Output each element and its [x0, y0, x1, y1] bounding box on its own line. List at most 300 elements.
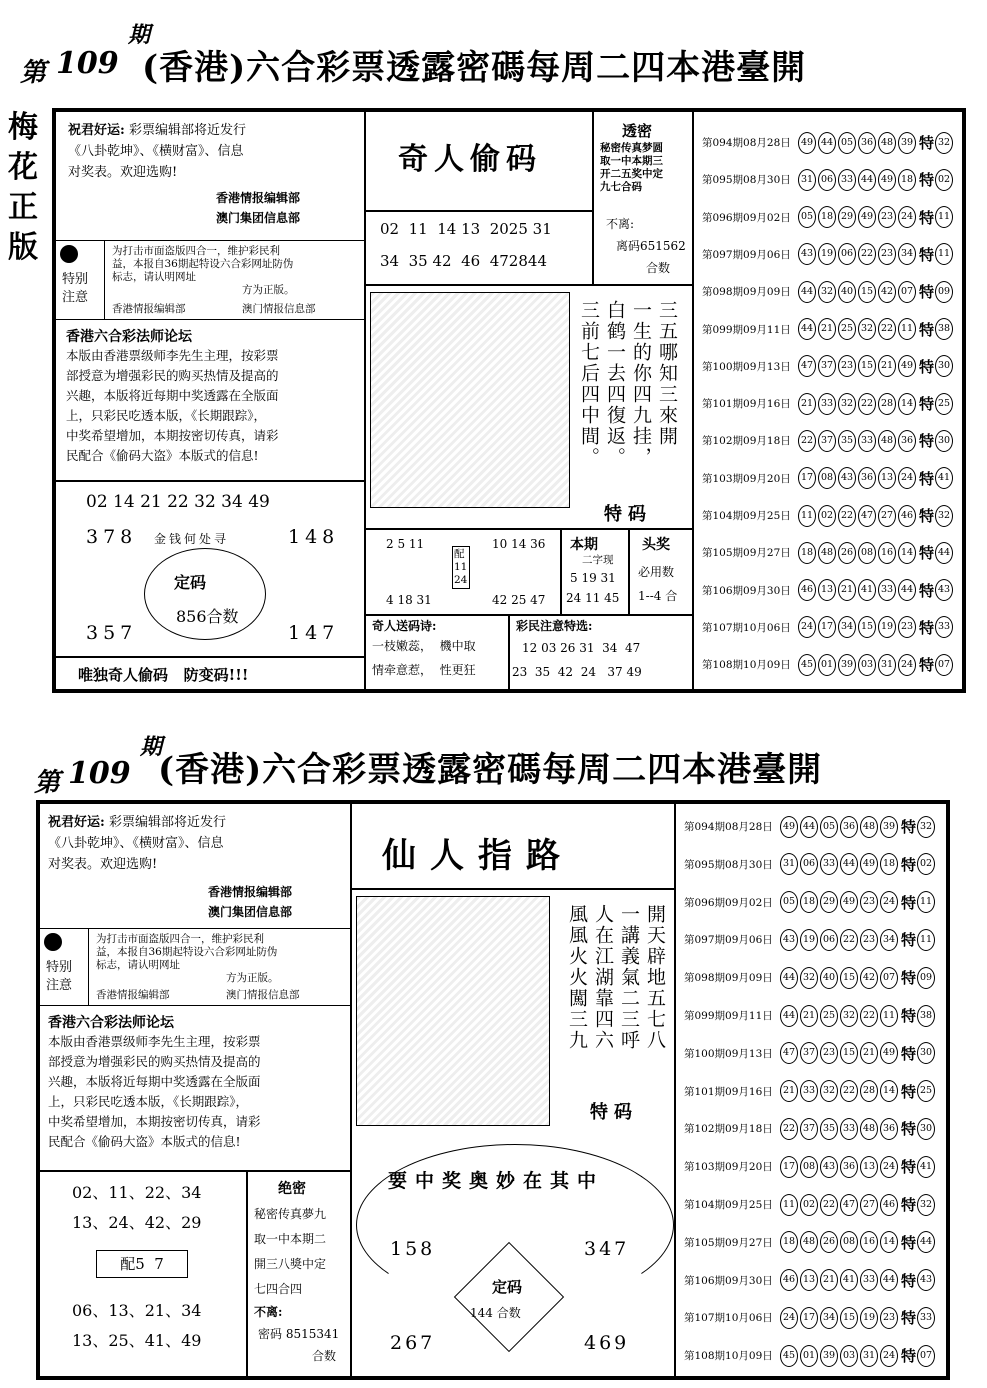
- history-ball: 24: [880, 1156, 898, 1178]
- history-ball: 27: [860, 1194, 878, 1216]
- history-row-label: 第103期09月20日: [702, 472, 791, 485]
- history-row-label: 第098期09月09日: [702, 286, 791, 299]
- history-ball: 45: [798, 654, 816, 676]
- ring-bottom-right: 147: [288, 622, 340, 644]
- history-ball: 02: [800, 1194, 818, 1216]
- secret-line-2: 取一中本期三: [600, 155, 663, 167]
- history-te-label: 特: [919, 544, 935, 563]
- history-ball: 40: [820, 967, 838, 989]
- secret-code: 离码651562: [616, 239, 686, 253]
- pei-middle: 配11 24: [452, 546, 470, 589]
- history-ball: 01: [800, 1345, 818, 1367]
- history-ball: 44: [798, 318, 816, 340]
- history-te-ball: 25: [917, 1080, 935, 1102]
- ring-bottom-left: 357: [86, 622, 138, 644]
- poem-col-1: 三五哪知三來開: [656, 300, 678, 447]
- secret-line-1: 秘密传真梦圆: [600, 142, 663, 154]
- history-ball: 33: [840, 1118, 858, 1140]
- history-ball: 22: [840, 929, 858, 951]
- history-ball: 02: [818, 505, 836, 527]
- history-ball: 16: [878, 542, 896, 564]
- history-ball: 32: [838, 393, 856, 415]
- history-ball: 22: [860, 1005, 878, 1027]
- history-ball: 45: [780, 1345, 798, 1367]
- history-te-ball: 07: [917, 1345, 935, 1367]
- history-te-ball: 38: [917, 1005, 935, 1027]
- center-title-bottom: 仙人指路: [382, 836, 574, 876]
- history-ball: 46: [898, 505, 916, 527]
- notice-block-bottom: [40, 928, 352, 1006]
- history-ball: 21: [860, 1042, 878, 1064]
- history-ball: 22: [878, 318, 896, 340]
- forum-heading-bottom: 香港六合彩法师论坛: [48, 1015, 174, 1031]
- history-ball: 17: [798, 467, 816, 489]
- history-te-label: 特: [901, 893, 917, 912]
- history-ball: 25: [820, 1005, 838, 1027]
- history-row: [700, 205, 955, 230]
- history-ball: 44: [840, 853, 858, 875]
- history-row-label: 第102期09月18日: [702, 435, 791, 448]
- poem-tema-bottom: 特码: [590, 1102, 638, 1123]
- forum-line-6-bottom: 民配合《偷码大盗》本版式的信息!: [48, 1134, 241, 1149]
- history-row: [682, 1041, 937, 1066]
- history-ball: 22: [798, 430, 816, 452]
- history-ball: 11: [880, 1005, 898, 1027]
- history-ball: 32: [858, 318, 876, 340]
- intro-block: [68, 120, 358, 183]
- history-ball: 39: [838, 654, 856, 676]
- intro-line-3-bottom: 对奖表。欢迎选购!: [48, 857, 158, 872]
- notice-block: [56, 240, 366, 320]
- history-ball: 48: [800, 1231, 818, 1253]
- history-te-ball: 25: [935, 393, 953, 415]
- history-row: [682, 890, 937, 915]
- illustration-riders: [356, 896, 550, 1126]
- notice-sign-2-bottom: 澳门情报信息部: [226, 989, 300, 1001]
- history-te-label: 特: [919, 581, 935, 600]
- history-ball: 17: [780, 1156, 798, 1178]
- secret-heshu: 合数: [646, 261, 671, 275]
- history-te-label: 特: [901, 1120, 917, 1139]
- poem-col-2: 一生的你四九挂，: [630, 300, 652, 468]
- history-ball: 14: [880, 1080, 898, 1102]
- bottom-panel: [36, 800, 950, 1380]
- issue-number-bottom: 109: [68, 756, 131, 791]
- history-ball: 47: [780, 1042, 798, 1064]
- history-row: [682, 814, 937, 839]
- history-ball: 33: [878, 579, 896, 601]
- history-te-ball: 41: [917, 1156, 935, 1178]
- history-row-label: 第104期09月25日: [702, 510, 791, 522]
- history-row-label: 第105期09月27日: [684, 1236, 773, 1249]
- history-ball: 43: [838, 467, 856, 489]
- intro-sign-2-bottom: 澳门集团信息部: [208, 905, 293, 919]
- history-ball: 34: [880, 929, 898, 951]
- history-ball: 23: [878, 243, 896, 265]
- history-te-ball: 38: [935, 318, 953, 340]
- history-ball: 37: [800, 1118, 818, 1140]
- history-row-label: 第099期09月11日: [684, 1010, 773, 1022]
- arc-text: 要中奖奥妙在其中: [388, 1170, 605, 1192]
- history-te-label: 特: [901, 818, 917, 836]
- forum-line-2-bottom: 部授意为增强彩民的购买热情及提高的: [48, 1054, 261, 1069]
- history-ball: 39: [880, 816, 898, 838]
- notice-line-2-bottom: 益，本报自36期起特设六合彩网址防伪: [96, 946, 278, 958]
- diamond-bottom-right: 469: [584, 1332, 630, 1354]
- slogan: 唯独奇人偷码 防变码!!!: [78, 666, 249, 684]
- left-nums-1: 02、11、22、34: [72, 1183, 202, 1202]
- history-te-ball: 30: [935, 430, 953, 452]
- history-ball: 36: [840, 816, 858, 838]
- history-ball: 19: [860, 1307, 878, 1329]
- intro-line-1-bottom: 彩票编辑部将近发行: [108, 815, 226, 830]
- history-ball: 24: [898, 206, 916, 228]
- issue-suffix: 期: [128, 22, 151, 48]
- history-ball: 15: [840, 1307, 858, 1329]
- history-row: [700, 317, 955, 342]
- poem2-line-1: 一枝嫩蕊， 機中取: [372, 639, 476, 653]
- history-te-label: 特: [919, 283, 935, 302]
- history-ball: 33: [838, 169, 856, 191]
- history-ball: 32: [840, 1005, 858, 1027]
- history-row: [682, 1305, 937, 1330]
- history-ball: 44: [800, 816, 818, 838]
- history-ball: 44: [798, 281, 816, 303]
- history-ball: 08: [858, 542, 876, 564]
- history-table-bottom: [682, 806, 946, 1376]
- center-title: 奇人偷码: [398, 142, 542, 177]
- history-te-ball: 32: [935, 505, 953, 527]
- history-ball: 37: [818, 430, 836, 452]
- history-ball: 11: [798, 505, 816, 527]
- history-te-label: 特: [901, 931, 917, 950]
- history-ball: 48: [878, 132, 896, 154]
- history-te-label: 特: [919, 208, 935, 227]
- diamond-bottom-left: 267: [390, 1332, 436, 1354]
- history-ball: 05: [798, 206, 816, 228]
- history-ball: 43: [820, 1156, 838, 1178]
- history-ball: 24: [898, 654, 916, 676]
- history-ball: 13: [800, 1269, 818, 1291]
- history-te-label: 特: [919, 507, 935, 525]
- history-te-label: 特: [919, 171, 935, 190]
- secret-buli: 不离:: [606, 217, 635, 231]
- forum-heading: 香港六合彩法师论坛: [66, 329, 192, 345]
- history-te-ball: 41: [935, 467, 953, 489]
- history-ball: 18: [780, 1231, 798, 1253]
- history-ball: 48: [878, 430, 896, 452]
- history-ball: 49: [880, 1042, 898, 1064]
- history-row: [700, 652, 955, 677]
- history-ball: 31: [878, 654, 896, 676]
- history-row-label: 第103期09月20日: [684, 1161, 773, 1174]
- history-row: [700, 615, 955, 640]
- history-row-label: 第098期09月09日: [684, 972, 773, 985]
- ring-center-value: 856合数: [176, 607, 239, 626]
- forum-line-5-bottom: 中奖希望增加，本期按密切传真，请彩: [48, 1114, 261, 1129]
- history-ball: 21: [820, 1269, 838, 1291]
- history-ball: 26: [820, 1231, 838, 1253]
- history-ball: 49: [798, 132, 816, 154]
- history-ball: 22: [838, 505, 856, 527]
- history-te-label: 特: [901, 1082, 917, 1101]
- history-ball: 19: [800, 929, 818, 951]
- history-row: [682, 1116, 937, 1141]
- intro-sign-1: 香港情报编辑部: [216, 191, 301, 205]
- secret-heshu-bottom: 合数: [312, 1349, 337, 1363]
- history-ball: 49: [840, 891, 858, 913]
- history-te-ball: 09: [917, 967, 935, 989]
- history-te-ball: 32: [935, 132, 953, 154]
- top-panel: [52, 108, 966, 693]
- secret-title-bottom: 绝密: [278, 1181, 306, 1197]
- poem2-line-2: 情牵意惹， 性更狂: [372, 663, 476, 677]
- benqi-title: 本期: [570, 537, 598, 553]
- poem-tema: 特码: [604, 504, 652, 525]
- history-ball: 28: [860, 1080, 878, 1102]
- history-ball: 32: [820, 1080, 838, 1102]
- history-ball: 46: [798, 579, 816, 601]
- history-ball: 11: [898, 318, 916, 340]
- history-row: [700, 354, 955, 379]
- left-nums2-2: 13、25、41、49: [72, 1331, 202, 1350]
- forum-line-3-bottom: 兴趣，本版将近每期中奖透露在全版面: [48, 1074, 261, 1089]
- numbers-line: 02 14 21 22 32 34 49: [86, 492, 270, 512]
- history-te-label: 特: [919, 245, 935, 264]
- history-ball: 48: [860, 816, 878, 838]
- history-ball: 42: [878, 281, 896, 303]
- ring-center-label: 定码: [174, 573, 207, 592]
- history-te-label: 特: [919, 320, 935, 339]
- notice-line-2: 益，本报自36期起特设六合彩网址防伪: [112, 258, 294, 270]
- history-ball: 41: [858, 579, 876, 601]
- history-ball: 28: [878, 393, 896, 415]
- poem-col-3: 白鹤一去四復返。: [604, 300, 626, 468]
- bomb-icon: [44, 933, 62, 951]
- history-row-label: 第108期10月09日: [702, 659, 791, 672]
- history-ball: 24: [898, 467, 916, 489]
- history-ball: 19: [878, 616, 896, 638]
- history-ball: 05: [820, 816, 838, 838]
- forum-line-1-bottom: 本版由香港票级师李先生主理，按彩票: [48, 1034, 261, 1049]
- history-te-label: 特: [901, 1271, 917, 1290]
- history-ball: 18: [800, 891, 818, 913]
- history-ball: 18: [880, 853, 898, 875]
- history-te-ball: 44: [935, 542, 953, 564]
- history-ball: 21: [798, 393, 816, 415]
- ring-arc-text: 金钱何处寻: [154, 532, 230, 546]
- history-ball: 44: [780, 967, 798, 989]
- history-row-label: 第095期08月30日: [684, 858, 773, 871]
- history-row: [700, 242, 955, 267]
- notice-line-4-bottom: 方为正版。: [226, 972, 279, 984]
- history-ball: 23: [880, 1307, 898, 1329]
- history-row: [682, 1230, 937, 1255]
- history-ball: 36: [880, 1118, 898, 1140]
- poem-bottom-col-3: 人在江湖靠四六: [592, 904, 614, 1051]
- secret-code-bottom: 密码 8515341: [258, 1327, 340, 1341]
- history-ball: 15: [858, 616, 876, 638]
- toujiang-line-1: 必用数: [638, 565, 675, 579]
- history-ball: 23: [820, 1042, 838, 1064]
- history-ball: 32: [800, 967, 818, 989]
- history-ball: 47: [840, 1194, 858, 1216]
- diamond-top-right: 347: [584, 1238, 630, 1260]
- history-ball: 15: [858, 281, 876, 303]
- history-te-ball: 02: [935, 169, 953, 191]
- history-te-ball: 30: [917, 1118, 935, 1140]
- forum-line-5: 中奖希望增加，本期按密切传真，请彩: [66, 428, 279, 443]
- history-ball: 29: [820, 891, 838, 913]
- poem-bottom-col-1: 開天辟地五七八: [644, 904, 666, 1051]
- history-ball: 13: [818, 579, 836, 601]
- history-ball: 23: [860, 891, 878, 913]
- history-ball: 08: [800, 1156, 818, 1178]
- history-row-label: 第108期10月09日: [684, 1350, 773, 1363]
- history-ball: 49: [858, 206, 876, 228]
- history-te-ball: 33: [935, 616, 953, 638]
- history-row: [700, 391, 955, 416]
- history-ball: 33: [820, 853, 838, 875]
- intro-greeting: 祝君好运:: [68, 123, 125, 138]
- history-row-label: 第105期09月27日: [702, 547, 791, 560]
- history-ball: 08: [818, 467, 836, 489]
- poem-bottom-col-2: 一講義氣二三呼: [618, 904, 640, 1051]
- history-ball: 23: [860, 929, 878, 951]
- history-row-label: 第097期09月06日: [684, 934, 773, 947]
- history-ball: 34: [898, 243, 916, 265]
- history-te-label: 特: [901, 969, 917, 988]
- history-ball: 47: [858, 505, 876, 527]
- notice-line-3-bottom: 标志，请认明网址: [96, 959, 180, 971]
- history-ball: 39: [898, 132, 916, 154]
- secret-bottom-line-2: 取一中本期二: [254, 1232, 327, 1246]
- history-ball: 14: [898, 542, 916, 564]
- history-ball: 08: [840, 1231, 858, 1253]
- center-numbers-2: 34 35 42 46 472844: [380, 252, 547, 270]
- secret-bottom-line-4: 七四合四: [254, 1282, 303, 1296]
- notice-line-4: 方为正版。: [242, 284, 295, 296]
- history-ball: 06: [800, 853, 818, 875]
- history-ball: 21: [780, 1080, 798, 1102]
- history-ball: 29: [838, 206, 856, 228]
- history-row-label: 第100期09月13日: [684, 1047, 773, 1060]
- secret-line-3: 开二五奖中定: [600, 168, 663, 180]
- secret-buli-bottom: 不离:: [254, 1305, 283, 1319]
- intro-line-2: 《八卦乾坤》、《横财富》、信息: [68, 144, 244, 159]
- history-ball: 32: [818, 281, 836, 303]
- history-row: [682, 1154, 937, 1179]
- history-ball: 24: [780, 1307, 798, 1329]
- history-te-ball: 32: [917, 1194, 935, 1216]
- history-ball: 26: [838, 542, 856, 564]
- history-ball: 21: [818, 318, 836, 340]
- pei-right-bottom: 42 25 47: [492, 593, 546, 607]
- intro-line-2-bottom: 《八卦乾坤》、《横财富》、信息: [48, 836, 224, 851]
- forum-block: [66, 326, 362, 466]
- history-te-ball: 44: [917, 1231, 935, 1253]
- left-nums-2: 13、24、42、29: [72, 1213, 202, 1232]
- history-row-label: 第104期09月25日: [684, 1199, 773, 1211]
- caimin-line-1: 12 03 26 31 34 47: [522, 641, 641, 655]
- history-te-label: 特: [919, 656, 935, 675]
- history-row-label: 第099期09月11日: [702, 323, 791, 336]
- secret-title: 透密: [622, 122, 653, 140]
- history-ball: 33: [818, 393, 836, 415]
- history-ball: 44: [858, 169, 876, 191]
- history-ball: 06: [838, 243, 856, 265]
- notice-label-bottom: 特别注意: [46, 960, 73, 993]
- history-row-label: 第101期09月16日: [684, 1085, 773, 1098]
- benqi-sub: 二字现: [582, 554, 614, 566]
- history-row: [682, 1192, 937, 1217]
- notice-line-3: 标志，请认明网址: [112, 271, 196, 283]
- history-row-label: 第094期08月28日: [684, 821, 773, 833]
- history-ball: 05: [780, 891, 798, 913]
- poem-bottom-col-4: 風風火火闖三九: [566, 904, 588, 1051]
- forum-line-4-bottom: 上，只彩民吃透本版，《长期跟踪》，: [48, 1094, 249, 1109]
- history-ball: 01: [818, 654, 836, 676]
- history-te-label: 特: [901, 1007, 917, 1025]
- diamond-label: 定码: [492, 1278, 523, 1296]
- history-ball: 46: [880, 1194, 898, 1216]
- history-ball: 24: [798, 616, 816, 638]
- diamond-value: 144 合数: [470, 1306, 521, 1320]
- bomb-icon: [60, 245, 78, 263]
- issue-number: 109: [56, 46, 119, 81]
- history-ball: 36: [858, 467, 876, 489]
- history-te-ball: 11: [935, 243, 953, 265]
- history-ball: 43: [780, 929, 798, 951]
- history-ball: 49: [898, 355, 916, 377]
- toujiang-title: 头奖: [642, 537, 670, 553]
- history-ball: 05: [838, 132, 856, 154]
- history-ball: 35: [820, 1118, 838, 1140]
- page-title: (香港)六合彩票透露密碼每周二四本港臺開: [142, 48, 807, 88]
- history-row-label: 第097期09月06日: [702, 248, 791, 261]
- history-row: [700, 428, 955, 453]
- history-ball: 15: [858, 355, 876, 377]
- secret-bottom-line-3: 開三八獎中定: [254, 1257, 327, 1271]
- diamond-top-left: 158: [390, 1238, 436, 1260]
- history-ball: 22: [820, 1194, 838, 1216]
- issue-suffix-bottom: 期: [140, 734, 163, 760]
- history-ball: 06: [820, 929, 838, 951]
- history-te-label: 特: [919, 134, 935, 152]
- secret-bottom-line-1: 秘密传真夢九: [254, 1207, 327, 1221]
- history-te-ball: 07: [935, 654, 953, 676]
- history-row-label: 第102期09月18日: [684, 1123, 773, 1136]
- history-row: [682, 1343, 937, 1368]
- history-row-label: 第106期09月30日: [702, 584, 791, 597]
- center-numbers-1: 02 11 14 13 2025 31: [380, 220, 552, 238]
- notice-label: 特别注意: [62, 272, 89, 305]
- notice-sign-1: 香港情报编辑部: [112, 303, 186, 315]
- history-ball: 44: [818, 132, 836, 154]
- history-ball: 33: [860, 1269, 878, 1291]
- side-label: 梅花正版: [8, 110, 38, 265]
- intro-sign-2: 澳门集团信息部: [216, 211, 301, 225]
- benqi-row-2: 24 11 45: [566, 591, 620, 605]
- history-ball: 44: [898, 579, 916, 601]
- history-ball: 07: [880, 967, 898, 989]
- history-row-label: 第095期08月30日: [702, 174, 791, 187]
- history-te-label: 特: [901, 1309, 917, 1328]
- history-ball: 22: [840, 1080, 858, 1102]
- history-row: [700, 503, 955, 528]
- notice-line-1-bottom: 为打击市面盗版四合一，维护彩民利: [96, 933, 264, 945]
- history-row: [682, 1079, 937, 1104]
